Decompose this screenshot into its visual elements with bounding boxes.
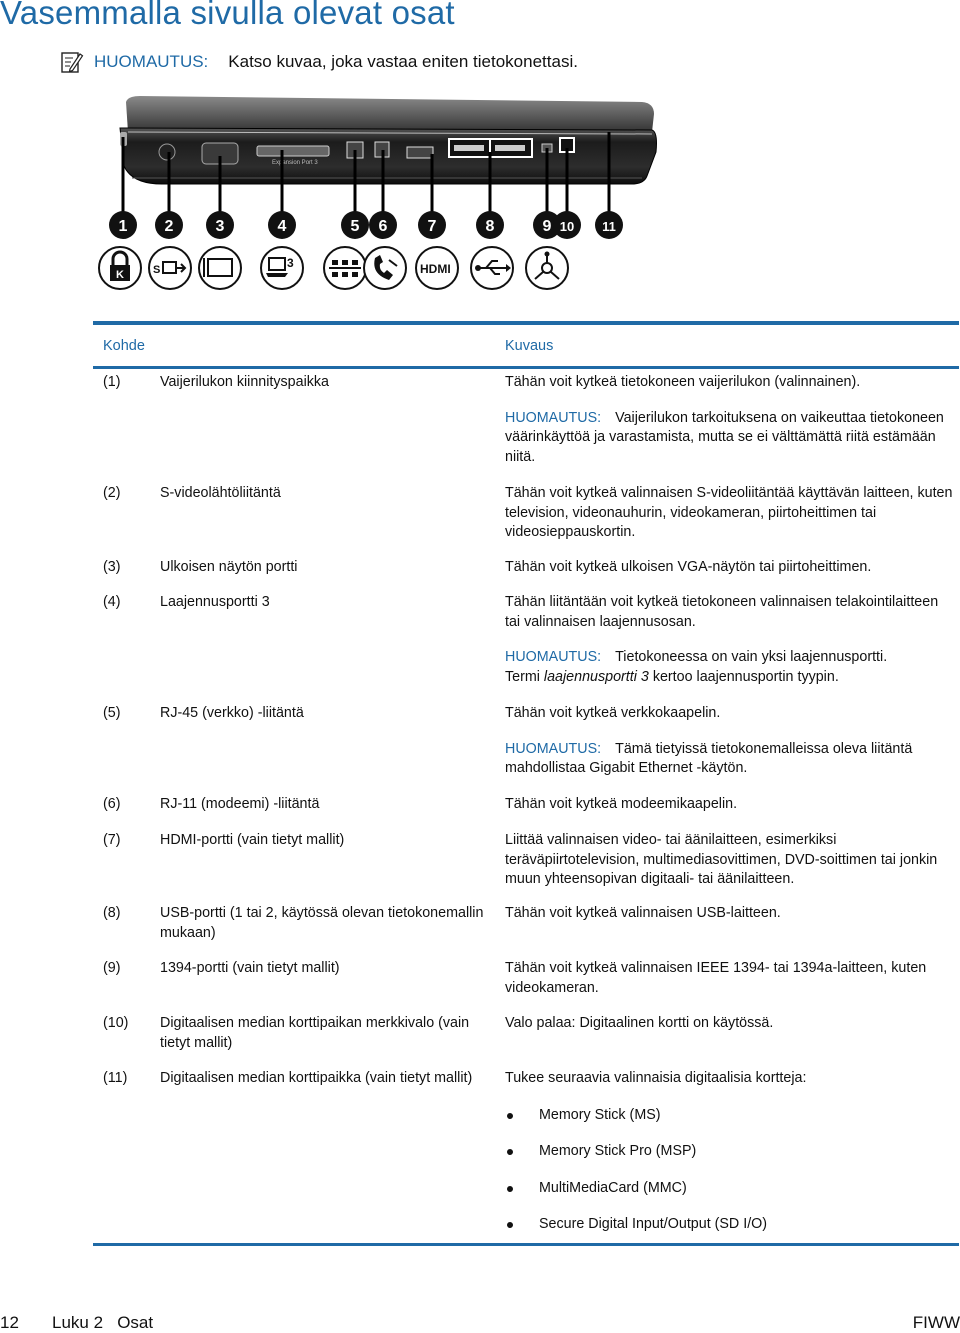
note-label: HUOMAUTUS: (94, 52, 209, 71)
row-number: (8) (103, 905, 121, 921)
row-desc (505, 1069, 957, 1252)
row-desc-text: Tähän liitäntään voit kytkeä tietokoneen valinnaisen telakointilaitteen tai valinnaisen laajennusosan. (505, 594, 939, 630)
row-note (505, 648, 957, 687)
row-note-text: Tietokoneessa on vain yksi laajennusportti. (615, 649, 888, 665)
page-number: 12 (0, 1313, 19, 1332)
row-desc-text: Tähän voit kytkeä verkkokaapelin. (505, 705, 721, 721)
svg-text:2: 2 (164, 218, 174, 235)
row-desc-text: Liittää valinnaisen video- tai äänilaitteen, esimerkiksi teräväpiirtotelevision, multimediasovittimen, DVD-soittimen tai jonkin muun yhteensopivan digitaali- tai äänilaitteen. (505, 832, 938, 887)
row-item: RJ-45 (verkko) -liitäntä (160, 705, 304, 721)
note-icon (60, 50, 84, 74)
header-item: Kohde (103, 338, 145, 354)
row-desc (505, 959, 957, 998)
svg-text:5: 5 (350, 218, 360, 235)
row-note-term: laajennusportti 3 (543, 668, 649, 685)
row-item: RJ-11 (modeemi) -liitäntä (160, 796, 320, 812)
row-desc (505, 558, 957, 578)
card-list (505, 1106, 957, 1252)
row-number: (4) (103, 594, 121, 610)
row-note-text: Vaijerilukon tarkoituksena on vaikeuttaa tietokoneen väärinkäyttöä ja varastamista, mutta se ei välttämättä riitä estämään niitä. (505, 409, 944, 465)
row-desc (505, 795, 957, 815)
row-desc (505, 373, 957, 467)
list-item: Secure Digital Input/Output (SD I/O) (505, 1215, 957, 1252)
chapter-label: Luku 2 Osat (52, 1313, 154, 1332)
row-desc (505, 593, 957, 687)
row-number: (10) (103, 1015, 129, 1031)
row-note (505, 409, 957, 468)
s-video-badge: S (153, 264, 161, 276)
row-desc-text: Tähän voit kytkeä modeemikaapelin. (505, 796, 738, 812)
row-desc (505, 904, 957, 924)
row-number: (2) (103, 485, 121, 501)
row-note-line2b: kertoo laajennusportin tyypin. (648, 668, 839, 685)
row-desc-text: Tukee seuraavia valinnaisia digitaalisia kortteja: (505, 1070, 807, 1086)
row-note-label: HUOMAUTUS: (505, 740, 602, 757)
row-item: Ulkoisen näytön portti (160, 559, 298, 575)
row-note (505, 740, 957, 779)
row-number: (7) (103, 832, 121, 848)
row-note-label: HUOMAUTUS: (505, 649, 602, 665)
note-text: Katso kuvaa, joka vastaa eniten tietokonettasi. (228, 52, 578, 71)
row-item: Digitaalisen median korttipaikan merkkivalo (vain tietyt mallit) (160, 1015, 470, 1051)
svg-text:10: 10 (559, 219, 575, 234)
row-desc-text: Tähän voit kytkeä valinnaisen USB-laitteen. (505, 905, 781, 921)
row-note-line2a: Termi (505, 668, 544, 685)
row-number: (5) (103, 705, 121, 721)
svg-text:3: 3 (215, 218, 225, 235)
brand-label: FIWW (912, 1313, 960, 1332)
row-number: (1) (103, 374, 121, 390)
row-desc (505, 484, 957, 543)
row-item: USB-portti (1 tai 2, käytössä olevan tietokonemallin mukaan) (160, 905, 484, 941)
row-item: S-videolähtöliitäntä (160, 485, 281, 501)
row-desc-text: Tähän voit kytkeä tietokoneen vaijerilukon (valinnainen). (505, 374, 861, 390)
svg-text:8: 8 (485, 218, 495, 235)
list-item: Memory Stick (MS) (505, 1106, 957, 1143)
row-desc-text: Tähän voit kytkeä ulkoisen VGA-näytön tai piirtoheittimen. (505, 559, 872, 575)
svg-text:11: 11 (602, 219, 616, 234)
row-desc (505, 831, 957, 890)
row-number: (6) (103, 796, 121, 812)
row-item: HDMI-portti (vain tietyt mallit) (160, 832, 345, 848)
expansion-port-label: Expansion Port 3 (272, 160, 318, 166)
row-item: Laajennusportti 3 (160, 594, 270, 610)
row-desc-text: Tähän voit kytkeä valinnaisen S-videoliitäntää käyttävän laitteen, kuten television, videonauhurin, videokameran, piirtoheittimen tai videosieppauskortin. (505, 485, 953, 540)
row-desc (505, 704, 957, 779)
svg-text:1: 1 (118, 218, 128, 235)
row-desc-text: Valo palaa: Digitaalinen kortti on käytössä. (505, 1015, 774, 1031)
row-desc-text: Tähän voit kytkeä valinnaisen IEEE 1394- tai 1394a-laitteen, kuten videokameran. (505, 960, 927, 996)
row-item: Digitaalisen median korttipaikka (vain tietyt mallit) (160, 1070, 473, 1086)
row-desc (505, 1014, 957, 1034)
list-item: MultiMediaCard (MMC) (505, 1179, 957, 1216)
table-bottom-rule (93, 1243, 959, 1246)
header-desc: Kuvaus (505, 338, 554, 354)
row-number: (9) (103, 960, 121, 976)
expansion-port-badge: 3 (287, 256, 294, 270)
table-body (93, 0, 959, 1332)
hdmi-label: HDMI (420, 262, 451, 276)
row-item: 1394-portti (vain tietyt mallit) (160, 960, 340, 976)
row-note-text: Tämä tietyissä tietokonemalleissa oleva liitäntä mahdollistaa Gigabit Ethernet -käytön. (505, 740, 913, 776)
row-number: (11) (103, 1070, 128, 1086)
row-number: (3) (103, 559, 121, 575)
svg-text:K: K (116, 269, 124, 281)
list-item: Memory Stick Pro (MSP) (505, 1142, 957, 1179)
row-note-label: HUOMAUTUS: (505, 409, 602, 426)
svg-text:6: 6 (378, 218, 388, 235)
row-item: Vaijerilukon kiinnityspaikka (160, 374, 329, 390)
svg-text:9: 9 (542, 218, 552, 235)
svg-text:4: 4 (277, 218, 287, 235)
page-title: Vasemmalla sivulla olevat osat (0, 0, 455, 31)
svg-text:7: 7 (427, 218, 437, 235)
